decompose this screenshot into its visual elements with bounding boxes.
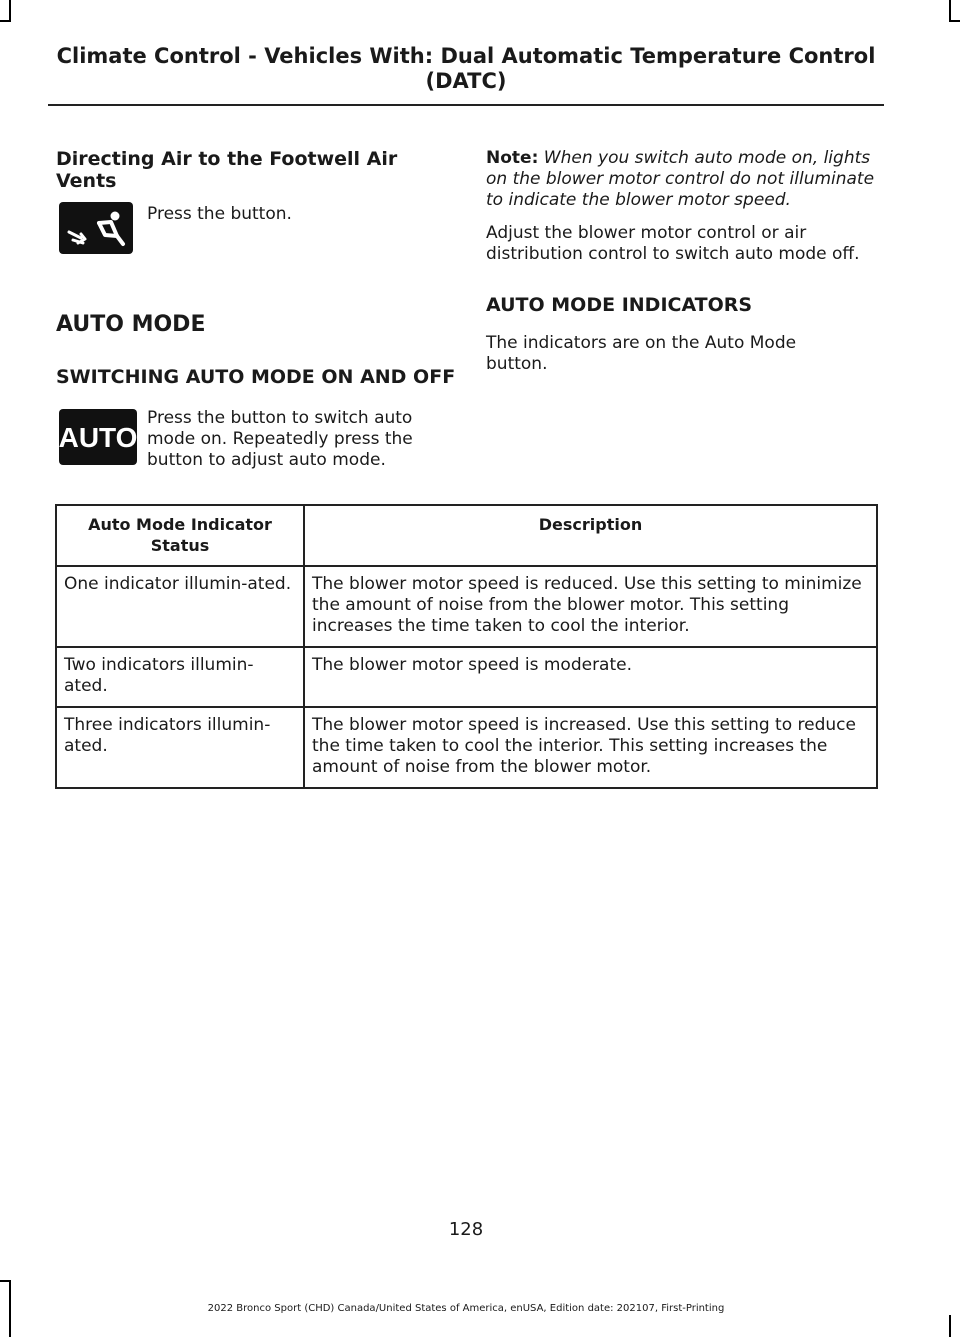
note-paragraph — [486, 148, 878, 211]
table-header-row — [56, 505, 877, 566]
crop-mark-top-right — [949, 0, 951, 22]
crop-mark-bottom-right — [949, 1315, 951, 1337]
note-label: Note: — [486, 148, 539, 168]
auto-mode-indicator-table — [55, 504, 878, 789]
crop-mark-top-right-h — [949, 20, 960, 22]
auto-instruction-row — [56, 408, 450, 494]
status-cell: One indicator illumin-ated. — [56, 566, 304, 647]
auto-mode-heading: AUTO MODE — [56, 312, 206, 337]
indicators-paragraph: The indicators are on the Auto Mode button. — [486, 333, 797, 374]
table-row — [56, 566, 877, 647]
svg-text:AUTO: AUTO — [59, 422, 137, 453]
status-cell: Two indicators illumin-ated. — [56, 647, 304, 707]
description-cell: The blower motor speed is increased. Use this setting to reduce the time taken to cool the interior. This setting increases the amount of noise from the blower motor. — [304, 707, 877, 788]
status-cell: Three indicators illumin-ated. — [56, 707, 304, 788]
adjust-paragraph: Adjust the blower motor control or air distribution control to switch auto mode off. — [486, 223, 860, 264]
footwell-instruction: Press the button. — [147, 204, 292, 224]
table-row — [56, 647, 877, 707]
auto-button-icon — [59, 409, 137, 465]
footwell-vent-icon — [59, 202, 133, 254]
right-column — [486, 148, 878, 375]
auto-mode-indicators-heading: AUTO MODE INDICATORS — [486, 294, 753, 316]
column-header-status: Auto Mode Indicator Status — [56, 505, 304, 566]
note-text: When you switch auto mode on, lights on the blower motor control do not illuminate to indicate the blower motor speed. — [486, 148, 875, 210]
crop-mark-top-left-h — [0, 20, 11, 22]
footwell-instruction-row — [56, 204, 450, 270]
left-column — [56, 148, 456, 494]
table-row — [56, 707, 877, 788]
crop-mark-top-left — [9, 0, 11, 22]
description-cell: The blower motor speed is reduced. Use this setting to minimize the amount of noise from the blower motor. This setting increases the time taken to cool the interior. — [304, 566, 877, 647]
page-title: Climate Control - Vehicles With: Dual Automatic Temperature Control (DATC) — [56, 44, 876, 93]
page-number: 128 — [448, 1219, 484, 1240]
header-divider — [48, 104, 884, 106]
page-footer: 2022 Bronco Sport (CHD) Canada/United States of America, enUSA, Edition date: 202107, First-Printing — [207, 1303, 725, 1314]
auto-instruction: Press the button to switch auto mode on. Repeatedly press the button to adjust auto mode. — [147, 408, 413, 470]
crop-mark-bottom-left-h — [0, 1280, 11, 1282]
description-cell: The blower motor speed is moderate. — [304, 647, 877, 707]
column-header-description: Description — [304, 505, 877, 566]
switching-auto-mode-heading: SWITCHING AUTO MODE ON AND OFF — [56, 366, 456, 388]
footwell-heading: Directing Air to the Footwell Air Vents — [56, 148, 398, 192]
